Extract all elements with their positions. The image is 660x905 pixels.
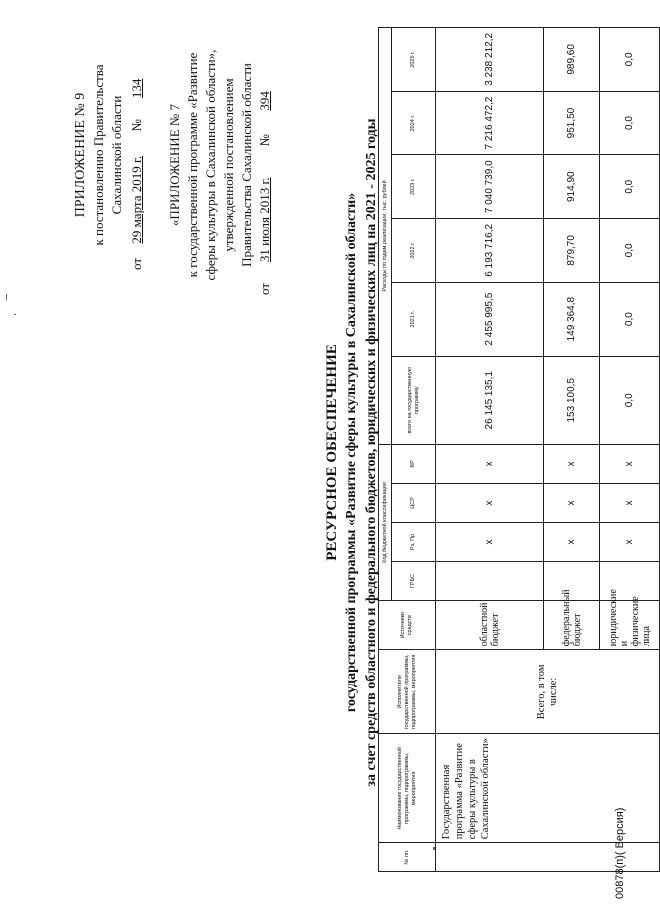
header-name: Наименование государственной программы, подпрограммы, мероприятия [379,734,436,843]
header-total: всего на государственную программу [392,356,436,444]
y2023-cell: 914,90 [544,155,600,219]
vr-cell: х [600,444,660,483]
y2021-cell: 149 364,8 [544,282,600,356]
grbs-cell [436,561,544,600]
grbs-cell [544,561,600,600]
appendix-7-block [166,35,274,295]
appendix-9-line1: к постановлению Правительства [91,64,106,246]
header-2023: 2023 г. [392,155,436,219]
total-cell: 153 100,5 [544,356,600,444]
header-2025: 2025 г. [392,28,436,92]
scan-speck [14,314,16,315]
heading-period: за счет средств областного и федерального бюджетов, юридических и физических лиц на 2021 - 2025 годы [364,118,379,787]
scan-speck [6,294,7,300]
rzpr-cell: х [436,522,544,561]
header-rzpr: Рз, Пр [392,522,436,561]
resource-table [378,27,660,872]
appendix-9-block [72,40,146,270]
y2023-cell: 0,0 [600,155,660,219]
appendix-7-line2: сферы культуры в Сахалинской области», [203,49,218,281]
csr-cell: х [544,483,600,522]
y2023-cell: 7 040 739,0 [436,155,544,219]
header-2024: 2024 г. [392,91,436,155]
appendix-7-from-label: от [257,282,272,295]
y2021-cell: 2 455 995,5 [436,282,544,356]
header-2022: 2022 г. [392,219,436,283]
appendix-7-date: 31 июля 2013 г. [257,177,272,263]
rzpr-cell: х [600,522,660,561]
appendix-7-line4: Правительства Сахалинской области [239,63,254,267]
header-num: № пп. [379,843,436,872]
source-cell: областной бюджет [436,600,544,649]
rzpr-cell: х [544,522,600,561]
header-csr: ЦСР [392,483,436,522]
y2024-cell: 951,50 [544,91,600,155]
y2024-cell: 7 216 472,2 [436,91,544,155]
y2021-cell: 0,0 [600,282,660,356]
appendix-7-line1: к государственной программе «Развитие [185,52,200,278]
total-cell: 26 145 135,1 [436,356,544,444]
executor-cell: Всего, в том числе: [436,650,660,734]
appendix-7-line3: утвержденной постановлением [221,78,236,252]
header-vr: ВР [392,444,436,483]
header-bk-group: Код бюджетной классификации [379,444,392,600]
header-source: Источники средств [379,600,436,649]
y2022-cell: 6 193 716,2 [436,219,544,283]
appendix-9-title: ПРИЛОЖЕНИЕ № 9 [73,92,88,218]
heading-subtitle: государственной программы «Развитие сферы культуры в Сахалинской области» [344,192,359,713]
document-heading [322,0,382,905]
y2025-cell: 989,60 [544,28,600,92]
appendix-9-num-label: № [129,119,144,132]
appendix-9-date: 29 марта 2019 г. [129,155,144,244]
table-row [436,28,544,872]
header-grbs: ГРБС [392,561,436,600]
vr-cell: х [544,444,600,483]
y2022-cell: 879,70 [544,219,600,283]
document-footer: 00878(п)( Версия) [614,807,626,899]
y2024-cell: 0,0 [600,91,660,155]
vr-cell: х [436,444,544,483]
appendix-9-from-label: от [129,257,144,270]
y2025-cell: 0,0 [600,28,660,92]
csr-cell: х [436,483,544,522]
appendix-9-line2: Сахалинской области [109,95,124,215]
appendix-9-number: 134 [129,78,144,99]
header-executor: Исполнители государственной программы, подпрограммы, мероприятия [379,650,436,734]
scan-speck [433,847,435,850]
table-header-row-1 [379,28,392,872]
header-2021: 2021 г. [392,282,436,356]
appendix-7-title: «ПРИЛОЖЕНИЕ № 7 [167,103,182,227]
y2022-cell: 0,0 [600,219,660,283]
heading-title: РЕСУРСНОЕ ОБЕСПЕЧЕНИЕ [324,344,340,561]
appendix-7-number: 394 [257,91,272,111]
y2025-cell: 3 238 212,2 [436,28,544,92]
appendix-7-num-label: № [257,134,272,147]
appendix-7-dateline [256,35,274,295]
source-cell: юридические и физические лица [600,600,660,649]
total-cell: 0,0 [600,356,660,444]
csr-cell: х [600,483,660,522]
program-name-cell: Государственная программа «Развитие сферы культуры в Сахалинской области» [436,734,660,843]
header-costs-group: Расходы по годам реализации, тыс. рублей [379,28,392,445]
source-cell: федеральный бюджет [544,600,600,649]
appendix-9-dateline [128,40,146,270]
